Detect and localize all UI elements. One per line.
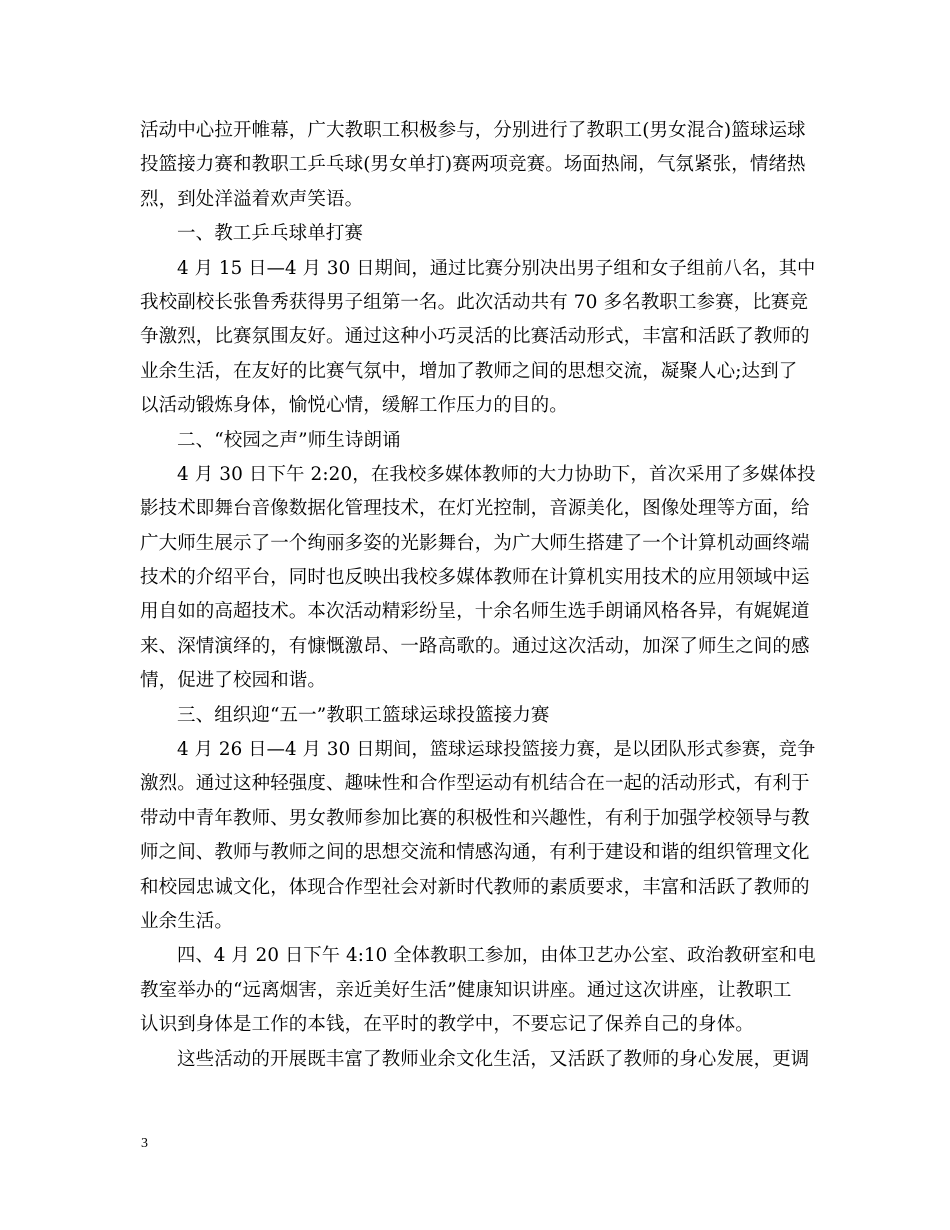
- text-line: 教室举办的“远离烟害，亲近美好生活”健康知识讲座。通过这次讲座，让教职工: [140, 979, 792, 1001]
- text-line: 争激烈，比赛氛围友好。通过这种小巧灵活的比赛活动形式，丰富和活跃了教师的: [140, 326, 810, 348]
- page-number: 3: [141, 1136, 148, 1151]
- text-line: 业余生活，在友好的比赛气氛中，增加了教师之间的思想交流，凝聚人心;达到了: [140, 360, 798, 382]
- text-line: 以活动锻炼身体，愉悦心情，缓解工作压力的目的。: [140, 395, 568, 417]
- text-line: 技术的介绍平台，同时也反映出我校多媒体教师在计算机实用技术的应用领域中运: [140, 567, 810, 589]
- text-line: 和校园忠诚文化，体现合作型社会对新时代教师的素质要求，丰富和活跃了教师的: [140, 876, 810, 898]
- text-line: 影技术即舞台音像数据化管理技术，在灯光控制，音源美化，图像处理等方面，给: [140, 498, 810, 520]
- text-line: 认识到身体是工作的本钱，在平时的教学中，不要忘记了保养自己的身体。: [140, 1014, 754, 1036]
- text-line: 带动中青年教师、男女教师参加比赛的积极性和兴趣性，有利于加强学校领导与教: [140, 807, 810, 829]
- text-line: 情，促进了校园和谐。: [140, 670, 327, 692]
- text-line: 来、深情演绎的，有慷慨激昂、一路高歌的。通过这次活动，加深了师生之间的感: [140, 635, 810, 657]
- text-line: 投篮接力赛和教职工乒乓球(男女单打)赛两项竞赛。场面热闹，气氛紧张，情绪热: [140, 154, 806, 176]
- text-line: 广大师生展示了一个绚丽多姿的光影舞台，为广大师生搭建了一个计算机动画终端: [140, 532, 810, 554]
- text-line: 用自如的高超技术。本次活动精彩纷呈，十余名师生选手朗诵风格各异，有娓娓道: [140, 601, 810, 623]
- text-line: 激烈。通过这种轻强度、趣味性和合作型运动有机结合在一起的活动形式，有利于: [140, 773, 810, 795]
- text-line: 活动中心拉开帷幕，广大教职工积极参与，分别进行了教职工(男女混合)篮球运球: [140, 120, 806, 141]
- text-line: 4 月 15 日—4 月 30 日期间，通过比赛分别决出男子组和女子组前八名，其中: [177, 257, 816, 279]
- text-line: 业余生活。: [140, 910, 234, 932]
- text-line: 这些活动的开展既丰富了教师业余文化生活，又活跃了教师的身心发展，更调: [177, 1048, 810, 1070]
- text-line: 烈，到处洋溢着欢声笑语。: [140, 188, 364, 210]
- text-line: 4 月 26 日—4 月 30 日期间，篮球运球投篮接力赛，是以团队形式参赛，竞争: [177, 739, 816, 761]
- text-line: 三、组织迎“五一”教职工篮球运球投篮接力赛: [177, 704, 550, 726]
- text-line: 师之间、教师与教师之间的思想交流和情感沟通，有利于建设和谐的组织管理文化: [140, 842, 810, 864]
- text-line: 四、4 月 20 日下午 4:10 全体教职工参加，由体卫艺办公室、政治教研室和电: [177, 945, 816, 967]
- text-line: 4 月 30 日下午 2:20，在我校多媒体教师的大力协助下，首次采用了多媒体投: [177, 463, 816, 485]
- text-line: 我校副校长张鲁秀获得男子组第一名。此次活动共有 70 多名教职工参赛，比赛竞: [140, 291, 809, 313]
- document-body: [140, 114, 816, 1077]
- text-line: 二、“校园之声”师生诗朗诵: [177, 429, 401, 451]
- text-line: 一、教工乒乓球单打赛: [177, 223, 364, 245]
